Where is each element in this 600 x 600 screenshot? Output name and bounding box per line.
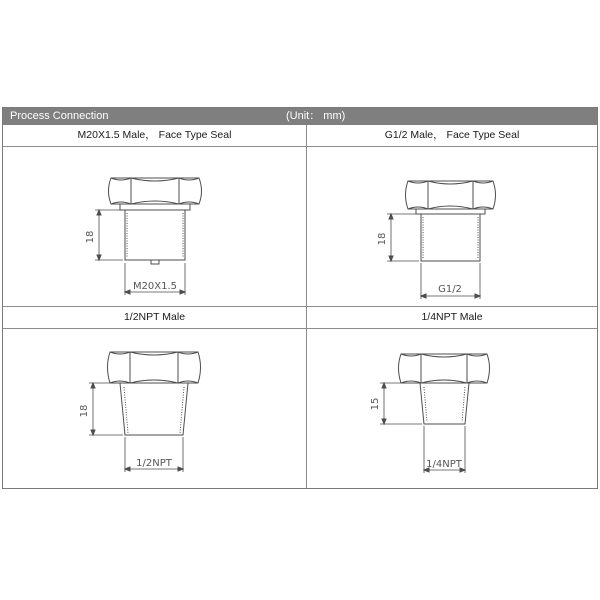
tapered-thread-body bbox=[420, 383, 469, 424]
tapered-thread-body bbox=[120, 383, 188, 435]
hex-nut-outline bbox=[109, 178, 202, 204]
height-label: 18 bbox=[377, 232, 388, 246]
cell-1-2npt bbox=[3, 307, 306, 488]
cell-1-4npt bbox=[307, 307, 597, 488]
thread-label: 1/4NPT bbox=[426, 459, 462, 470]
table-header bbox=[3, 108, 597, 125]
height-label: 18 bbox=[85, 230, 96, 244]
cell-title: M20X1.5 Male， Face Type Seal bbox=[3, 125, 306, 147]
height-label: 15 bbox=[370, 397, 381, 411]
hex-nut-outline bbox=[406, 181, 496, 209]
hex-nut-outline bbox=[108, 352, 201, 383]
cell-m20x1-5 bbox=[3, 125, 306, 306]
header-title: Process Connection bbox=[10, 110, 109, 122]
cell-title: G1/2 Male， Face Type Seal bbox=[307, 125, 597, 147]
cell-g1-2 bbox=[307, 125, 597, 306]
quarter-npt-fitting-drawing bbox=[307, 307, 597, 488]
half-npt-fitting-drawing bbox=[3, 307, 306, 488]
thread-label: M20X1.5 bbox=[132, 281, 178, 292]
cell-title: 1/2NPT Male bbox=[3, 307, 306, 329]
face-seal bbox=[120, 204, 190, 210]
cell-title: 1/4NPT Male bbox=[307, 307, 597, 329]
header-unit: (Unit： mm) bbox=[286, 110, 346, 122]
hex-nut-outline bbox=[399, 354, 490, 383]
m20-fitting-drawing bbox=[3, 125, 306, 306]
thread-body bbox=[421, 214, 480, 261]
process-connection-table bbox=[2, 107, 598, 489]
face-seal bbox=[416, 209, 485, 214]
g12-fitting-drawing bbox=[307, 125, 597, 306]
thread-label: G1/2 bbox=[438, 284, 462, 295]
thread-label: 1/2NPT bbox=[136, 458, 172, 469]
thread-body bbox=[125, 210, 185, 260]
height-label: 18 bbox=[79, 404, 90, 418]
